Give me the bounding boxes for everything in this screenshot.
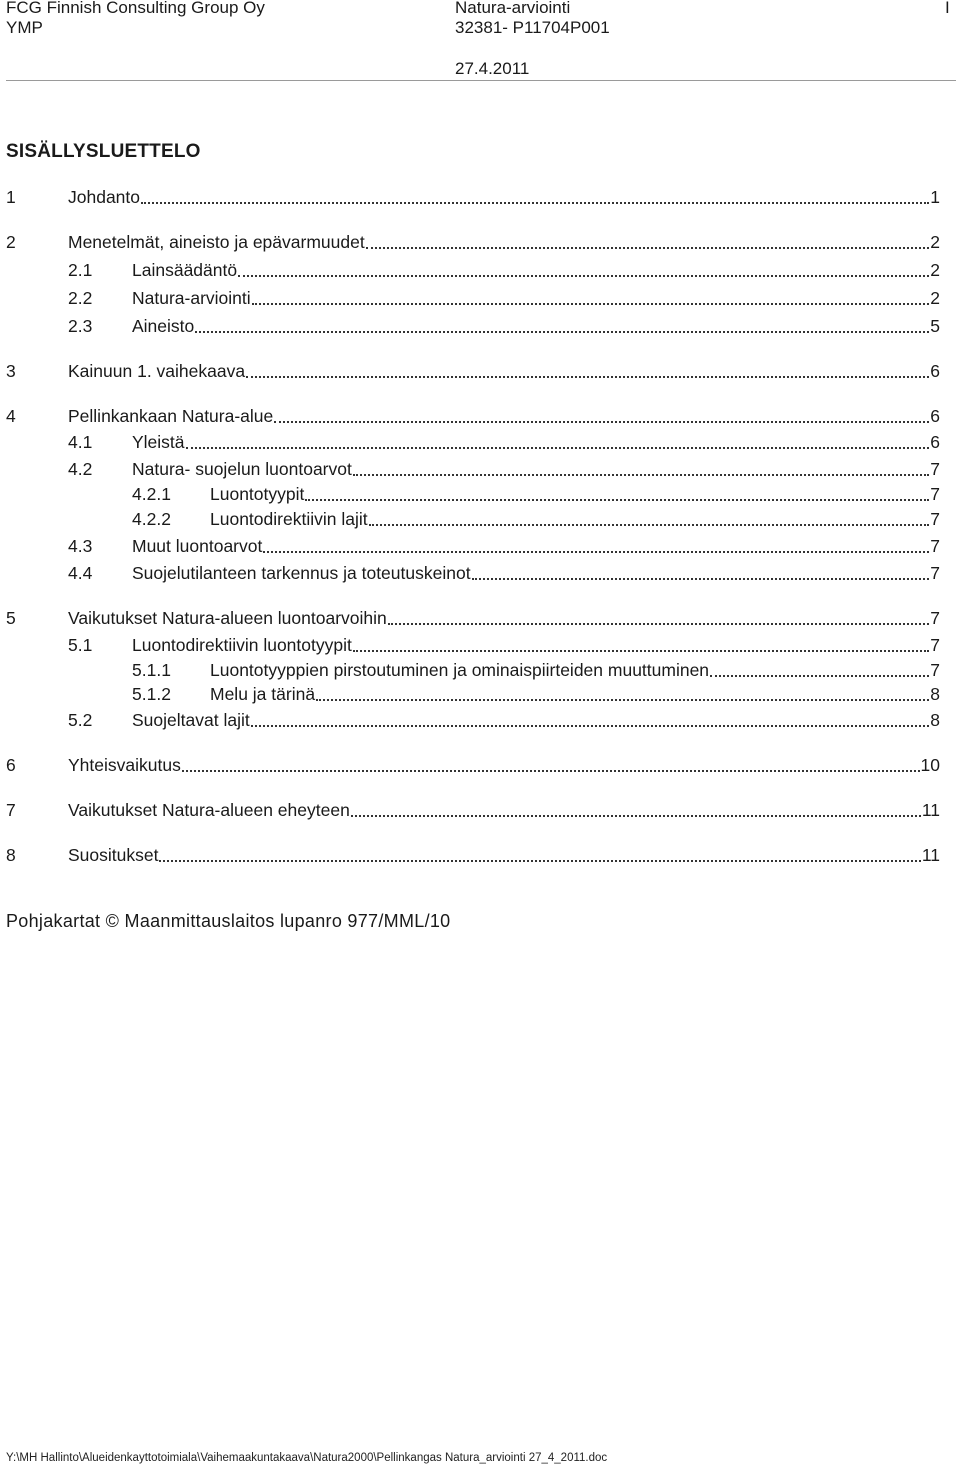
toc-entry-number: 1 xyxy=(6,187,16,207)
toc-entry-page: 2 xyxy=(930,288,940,308)
document-title: Natura-arviointi xyxy=(455,0,571,17)
toc-entry-number: 2 xyxy=(6,232,16,252)
toc-entry[interactable] xyxy=(6,286,940,310)
toc-entry-page: 6 xyxy=(930,406,940,426)
toc-entry-label: Suojeltavat lajit xyxy=(132,710,250,730)
toc-entry[interactable] xyxy=(6,658,940,682)
toc-entry-page: 6 xyxy=(930,361,940,381)
base-map-copyright: Pohjakartat © Maanmittauslaitos lupanro 977/MML/10 xyxy=(6,911,451,931)
toc-entry[interactable] xyxy=(6,507,940,531)
dot-leader xyxy=(369,518,930,526)
dot-leader xyxy=(252,297,930,305)
toc-entry-number: 5.1.2 xyxy=(132,684,171,704)
toc-entry-label: Menetelmät, aineisto ja epävarmuudet xyxy=(68,232,365,252)
toc-entry-page: 2 xyxy=(930,260,940,280)
toc-entry-page: 7 xyxy=(930,660,940,680)
toc-entry-number: 6 xyxy=(6,755,16,775)
toc-entry-label: Lainsäädäntö xyxy=(132,260,238,280)
toc-entry-label: Natura- suojelun luontoarvot xyxy=(132,459,352,479)
toc-entry-number: 4.2.2 xyxy=(132,509,171,529)
toc-entry[interactable] xyxy=(6,430,940,454)
page-number: I xyxy=(945,0,950,17)
toc-entry[interactable] xyxy=(6,561,940,585)
toc-entry[interactable] xyxy=(6,359,940,383)
toc-entry[interactable] xyxy=(6,798,940,822)
toc-entry[interactable] xyxy=(6,185,940,209)
file-path-footer: Y:\MH Hallinto\Alueidenkayttotoimiala\Vaihemaakuntakaava\Natura2000\Pellinkangas Natura_arviointi 27_4_2011.doc xyxy=(6,1452,608,1464)
toc-entry-label: Melu ja tärinä xyxy=(210,684,316,704)
company-name: FCG Finnish Consulting Group Oy xyxy=(6,0,265,17)
toc-entry[interactable] xyxy=(6,258,940,282)
toc-entry-label: Luontotyyppien pirstoutuminen ja ominaispiirteiden muuttuminen xyxy=(210,660,710,680)
toc-entry-label: Natura-arviointi xyxy=(132,288,251,308)
dot-leader xyxy=(246,370,929,378)
toc-entry[interactable] xyxy=(6,708,940,732)
dot-leader xyxy=(353,468,929,476)
toc-entry-label: Luontodirektiivin lajit xyxy=(210,509,368,529)
table-of-contents xyxy=(6,0,940,1470)
toc-entry-label: Vaikutukset Natura-alueen luontoarvoihin xyxy=(68,608,387,628)
dot-leader xyxy=(182,764,920,772)
toc-entry-page: 7 xyxy=(930,635,940,655)
toc-entry-page: 7 xyxy=(930,459,940,479)
toc-entry-label: Luontodirektiivin luontotyypit xyxy=(132,635,352,655)
toc-entry-number: 2.3 xyxy=(68,316,93,336)
dot-leader xyxy=(195,325,929,333)
dot-leader xyxy=(710,669,929,677)
toc-entry-number: 7 xyxy=(6,800,16,820)
toc-entry-number: 5.2 xyxy=(68,710,93,730)
toc-entry-number: 4.3 xyxy=(68,536,93,556)
toc-entry-number: 5.1.1 xyxy=(132,660,171,680)
toc-entry-page: 10 xyxy=(920,755,940,775)
project-code: 32381- P11704P001 xyxy=(455,18,610,37)
toc-entry-label: Pellinkankaan Natura-alue xyxy=(68,406,274,426)
toc-entry-label: Johdanto xyxy=(68,187,141,207)
toc-entry-page: 11 xyxy=(921,800,940,820)
toc-title: SISÄLLYSLUETTELO xyxy=(6,141,201,162)
toc-entry-label: Aineisto xyxy=(132,316,195,336)
toc-entry-page: 2 xyxy=(930,232,940,252)
toc-entry-number: 4.2.1 xyxy=(132,484,171,504)
toc-entry-label: Suositukset xyxy=(68,845,159,865)
dot-leader xyxy=(141,196,929,204)
dot-leader xyxy=(251,719,930,727)
toc-entry-page: 7 xyxy=(930,509,940,529)
document-date: 27.4.2011 xyxy=(455,59,530,78)
toc-entry-number: 4.2 xyxy=(68,459,93,479)
toc-entry-number: 4 xyxy=(6,406,16,426)
toc-entry[interactable] xyxy=(6,753,940,777)
toc-entry-number: 5 xyxy=(6,608,16,628)
toc-entry-page: 6 xyxy=(930,432,940,452)
toc-entry-page: 7 xyxy=(930,563,940,583)
toc-entry-label: Yhteisvaikutus xyxy=(68,755,181,775)
toc-entry-label: Muut luontoarvot xyxy=(132,536,263,556)
toc-entry[interactable] xyxy=(6,230,940,254)
toc-entry-label: Vaikutukset Natura-alueen eheyteen xyxy=(68,800,350,820)
dot-leader xyxy=(353,644,929,652)
toc-entry[interactable] xyxy=(6,457,940,481)
toc-entry-page: 5 xyxy=(930,316,940,336)
dot-leader xyxy=(159,854,920,862)
toc-entry-number: 2.2 xyxy=(68,288,93,308)
toc-entry-label: Suojelutilanteen tarkennus ja toteutuskeinot xyxy=(132,563,471,583)
toc-entry[interactable] xyxy=(6,314,940,338)
dot-leader xyxy=(263,545,929,553)
dot-leader xyxy=(366,241,930,249)
toc-entry-page: 7 xyxy=(930,484,940,504)
toc-entry[interactable] xyxy=(6,633,940,657)
toc-entry[interactable] xyxy=(6,682,940,706)
toc-entry-number: 2.1 xyxy=(68,260,93,280)
toc-entry-number: 4.1 xyxy=(68,432,93,452)
toc-entry[interactable] xyxy=(6,843,940,867)
toc-entry-number: 3 xyxy=(6,361,16,381)
dot-leader xyxy=(274,415,929,423)
toc-entry-page: 8 xyxy=(930,710,940,730)
toc-entry[interactable] xyxy=(6,534,940,558)
toc-entry[interactable] xyxy=(6,482,940,506)
toc-entry-label: Luontotyypit xyxy=(210,484,305,504)
dot-leader xyxy=(186,441,930,449)
toc-entry-number: 8 xyxy=(6,845,16,865)
toc-entry-page: 1 xyxy=(930,187,940,207)
toc-entry-label: Kainuun 1. vaihekaava xyxy=(68,361,246,381)
dot-leader xyxy=(238,269,929,277)
dot-leader xyxy=(305,493,929,501)
toc-entry-label: Yleistä xyxy=(132,432,185,452)
toc-entry-number: 5.1 xyxy=(68,635,93,655)
toc-entry-page: 7 xyxy=(930,536,940,556)
toc-entry-page: 7 xyxy=(930,608,940,628)
toc-entry[interactable] xyxy=(6,404,940,428)
dot-leader xyxy=(351,809,921,817)
dot-leader xyxy=(388,617,930,625)
toc-entry-page: 11 xyxy=(921,845,940,865)
dot-leader xyxy=(316,693,929,701)
unit-name: YMP xyxy=(6,18,43,37)
toc-entry[interactable] xyxy=(6,606,940,630)
toc-entry-number: 4.4 xyxy=(68,563,93,583)
toc-entry-page: 8 xyxy=(930,684,940,704)
dot-leader xyxy=(472,572,930,580)
